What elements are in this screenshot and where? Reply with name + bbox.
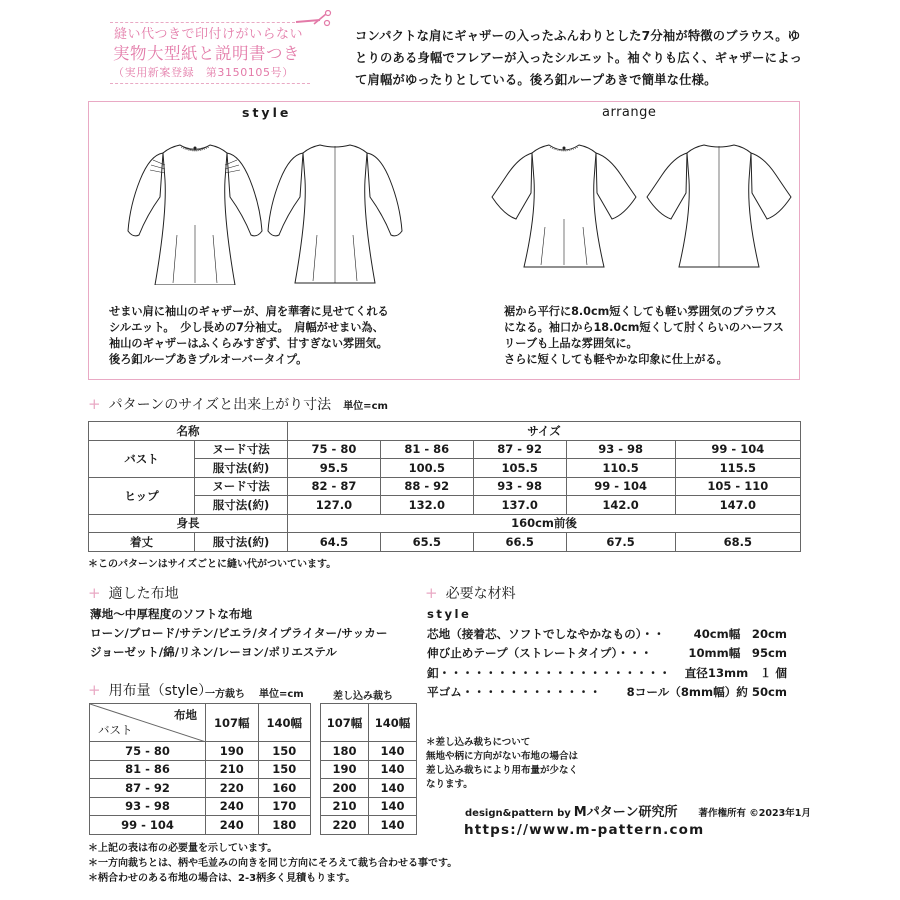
cell: 220 — [206, 779, 259, 798]
materials-list — [427, 605, 787, 703]
note-line: ＊上記の表は布の必要量を示しています。 — [88, 843, 278, 854]
size-section-title — [88, 394, 388, 414]
intro-text: コンパクトな肩にギャザーの入ったふんわりとした7分袖が特徴のブラウス。ゆとりのある身幅でフレアーが入ったシルエット。袖ぐりも広く、ギャザーによって肩幅がゆったりとしている。後ろ釦ループあきで簡単な仕様。 — [355, 29, 803, 87]
cell: 132.0 — [380, 496, 473, 515]
cell: 75 - 80 — [90, 742, 206, 761]
plus-icon: + — [88, 395, 101, 413]
badge-line-2: 実物大型紙と説明書つき — [113, 44, 300, 63]
cell: 66.5 — [473, 533, 566, 552]
cell: 150 — [258, 742, 311, 761]
cell: 93 - 98 — [473, 477, 566, 496]
material-item — [427, 644, 787, 664]
note-line: ＊差し込み裁ちについて — [426, 737, 531, 748]
material-item — [427, 664, 787, 684]
scissors-icon — [294, 10, 334, 30]
arrange-description — [504, 304, 784, 368]
row-label: 服寸法(約) — [195, 459, 288, 478]
fabric-section-title — [88, 583, 179, 603]
fabric-title-text: 適した布地 — [108, 586, 179, 602]
row-label: ヌード寸法 — [195, 477, 288, 496]
row-height-label: 身長 — [89, 514, 288, 533]
cell: 100.5 — [380, 459, 473, 478]
arrange-description-line: さらに短くしても軽やかな印象に仕上がる。 — [504, 353, 728, 366]
note-line: なります。 — [426, 779, 473, 790]
cell: 170 — [258, 797, 311, 816]
cell: 142.0 — [566, 496, 675, 515]
cell: 140 — [369, 760, 417, 779]
style-description-line: シルエット。 少し長めの7分袖丈。 肩幅がせまい為、 — [109, 321, 384, 334]
cell: 99 - 104 — [566, 477, 675, 496]
cell: 200 — [321, 779, 369, 798]
fabric-line: ジョーゼット/綿/リネン/レーヨン/ポリエステル — [90, 645, 337, 659]
note-line: ＊柄合わせのある布地の場合は、2-3柄多く見積もります。 — [88, 873, 356, 884]
row-group-hip: ヒップ — [89, 477, 195, 514]
cell: 190 — [206, 742, 259, 761]
material-value: 40cm幅 20cm — [693, 626, 787, 641]
credit-line — [465, 801, 811, 820]
corner-bottom-label: バスト — [98, 723, 133, 737]
yardage-interlock-table — [320, 703, 417, 835]
cell: 110.5 — [566, 459, 675, 478]
corner-top-label: 布地 — [174, 708, 197, 722]
arrange-description-line: になる。袖口から18.0cm短くして肘くらいのハーフス — [504, 321, 784, 334]
cell: 67.5 — [566, 533, 675, 552]
fabric-line: ローン/ブロード/サテン/ビエラ/タイプライター/サッカー — [90, 626, 388, 640]
cell: 93 - 98 — [566, 440, 675, 459]
unit-label: 単位=cm — [259, 689, 304, 700]
width-header: 140幅 — [369, 704, 417, 742]
cell: 140 — [369, 779, 417, 798]
corner-cell — [90, 704, 206, 742]
unit-label: 単位=cm — [343, 401, 388, 412]
plus-icon: + — [88, 681, 101, 699]
dashed-line — [110, 22, 295, 23]
width-header: 107幅 — [321, 704, 369, 742]
cell: 240 — [206, 816, 259, 835]
plus-icon: + — [425, 584, 438, 602]
note-line: 差し込み裁ちにより用布量が少なく — [426, 765, 579, 776]
cell: 210 — [206, 760, 259, 779]
style-description-line: 袖山のギャザーはふくらみすぎず、甘すぎない雰囲気。 — [109, 337, 388, 350]
cell: 87 - 92 — [473, 440, 566, 459]
cell: 210 — [321, 797, 369, 816]
brand-name: Mパターン研究所 — [573, 805, 678, 820]
material-name: 釦・・・・・・・・・・・・・・・・・・・・ — [427, 665, 671, 680]
yardage-section-title — [88, 680, 212, 700]
website-url[interactable]: https://www.m-pattern.com — [464, 822, 705, 838]
cell: 115.5 — [675, 459, 800, 478]
interlock-label: 差し込み裁ち — [333, 691, 393, 702]
material-value: 直径13mm １ 個 — [684, 665, 787, 680]
size-table — [88, 421, 801, 552]
style-description-line: せまい肩に袖山のギャザーが、肩を華奢に見せてくれる — [109, 305, 389, 318]
cell: 93 - 98 — [90, 797, 206, 816]
oneway-label: 一方裁ち — [205, 689, 245, 700]
cell: 105 - 110 — [675, 477, 800, 496]
material-name: 平ゴム・・・・・・・・・・・・ — [427, 685, 601, 699]
cell: 180 — [258, 816, 311, 835]
cell: 82 - 87 — [288, 477, 381, 496]
cell: 140 — [369, 742, 417, 761]
row-group-bust: バスト — [89, 440, 195, 477]
cell: 140 — [369, 816, 417, 835]
materials-section-title — [425, 583, 516, 603]
cell: 75 - 80 — [288, 440, 381, 459]
note-line: ＊一方向裁ちとは、柄や毛並みの向きを同じ方向にそろえて裁ち合わせる事です。 — [88, 858, 458, 869]
cell: 127.0 — [288, 496, 381, 515]
cell: 137.0 — [473, 496, 566, 515]
cell: 88 - 92 — [380, 477, 473, 496]
feature-badge — [110, 22, 335, 84]
material-item — [427, 683, 787, 703]
note-line: 無地や柄に方向がない布地の場合は — [426, 751, 579, 762]
row-height-value: 160cm前後 — [288, 514, 801, 533]
arrange-front-illustration — [489, 135, 639, 275]
width-header: 107幅 — [206, 704, 259, 742]
material-name: 芯地（接着芯、ソフトでしなやかなもの）・・ — [427, 626, 665, 641]
design-panel-box — [88, 101, 800, 380]
interlock-note — [426, 736, 578, 792]
cell: 105.5 — [473, 459, 566, 478]
style-front-illustration — [125, 135, 265, 285]
style-description — [109, 304, 389, 368]
header-name: 名称 — [89, 422, 288, 441]
yardage-title-text: 用布量（style） — [108, 683, 213, 699]
style-description-line: 後ろ釦ループあきプルオーバータイプ。 — [109, 353, 308, 366]
material-value: 10mm幅 95cm — [688, 646, 787, 660]
cell: 68.5 — [675, 533, 800, 552]
cell: 190 — [321, 760, 369, 779]
fabric-list — [90, 605, 387, 662]
cell: 99 - 104 — [90, 816, 206, 835]
cell: 87 - 92 — [90, 779, 206, 798]
material-value: 8コール（8mm幅）約 50cm — [626, 685, 787, 699]
yardage-notes — [88, 841, 457, 886]
cell: 65.5 — [380, 533, 473, 552]
cell: 140 — [369, 797, 417, 816]
style-back-illustration — [265, 135, 405, 285]
yardage-oneway-table — [89, 703, 311, 835]
cell: 64.5 — [288, 533, 381, 552]
cell: 147.0 — [675, 496, 800, 515]
cell: 220 — [321, 816, 369, 835]
row-label: 服寸法(約) — [195, 533, 288, 552]
arrange-description-line: 裾から平行に8.0cm短くしても軽い雰囲気のブラウス — [504, 305, 777, 318]
cell: 180 — [321, 742, 369, 761]
cell: 81 - 86 — [90, 760, 206, 779]
credit-prefix: design&pattern by — [465, 808, 571, 819]
badge-line-1: 縫い代つきで印付けがいらない — [114, 27, 304, 42]
size-title-text: パターンのサイズと出来上がり寸法 — [108, 397, 332, 413]
cell: 99 - 104 — [675, 440, 800, 459]
width-header: 140幅 — [258, 704, 311, 742]
cell: 150 — [258, 760, 311, 779]
cell: 160 — [258, 779, 311, 798]
badge-line-3: （実用新案登録 第3150105号） — [113, 66, 294, 79]
material-name: 伸び止めテープ（ストレートタイプ）・・・ — [427, 646, 653, 660]
dashed-line — [110, 83, 310, 84]
row-label: ヌード寸法 — [195, 440, 288, 459]
arrange-description-line: リーブも上品な雰囲気に。 — [504, 337, 638, 350]
cell: 240 — [206, 797, 259, 816]
header-size: サイズ — [288, 422, 801, 441]
cell: 95.5 — [288, 459, 381, 478]
row-group-length: 着丈 — [89, 533, 195, 552]
size-note: ＊このパターンはサイズごとに縫い代がついています。 — [88, 559, 337, 570]
arrange-back-illustration — [644, 135, 794, 275]
row-label: 服寸法(約) — [195, 496, 288, 515]
style-title: style — [242, 105, 292, 120]
arrange-title: arrange — [602, 105, 657, 120]
copyright: 著作権所有 ©2023年1月 — [698, 808, 811, 819]
materials-title-text: 必要な材料 — [445, 586, 516, 602]
fabric-line: 薄地～中厚程度のソフトな布地 — [90, 607, 253, 621]
material-item — [427, 625, 787, 645]
materials-subtitle: style — [427, 607, 472, 621]
plus-icon: + — [88, 584, 101, 602]
cell: 81 - 86 — [380, 440, 473, 459]
